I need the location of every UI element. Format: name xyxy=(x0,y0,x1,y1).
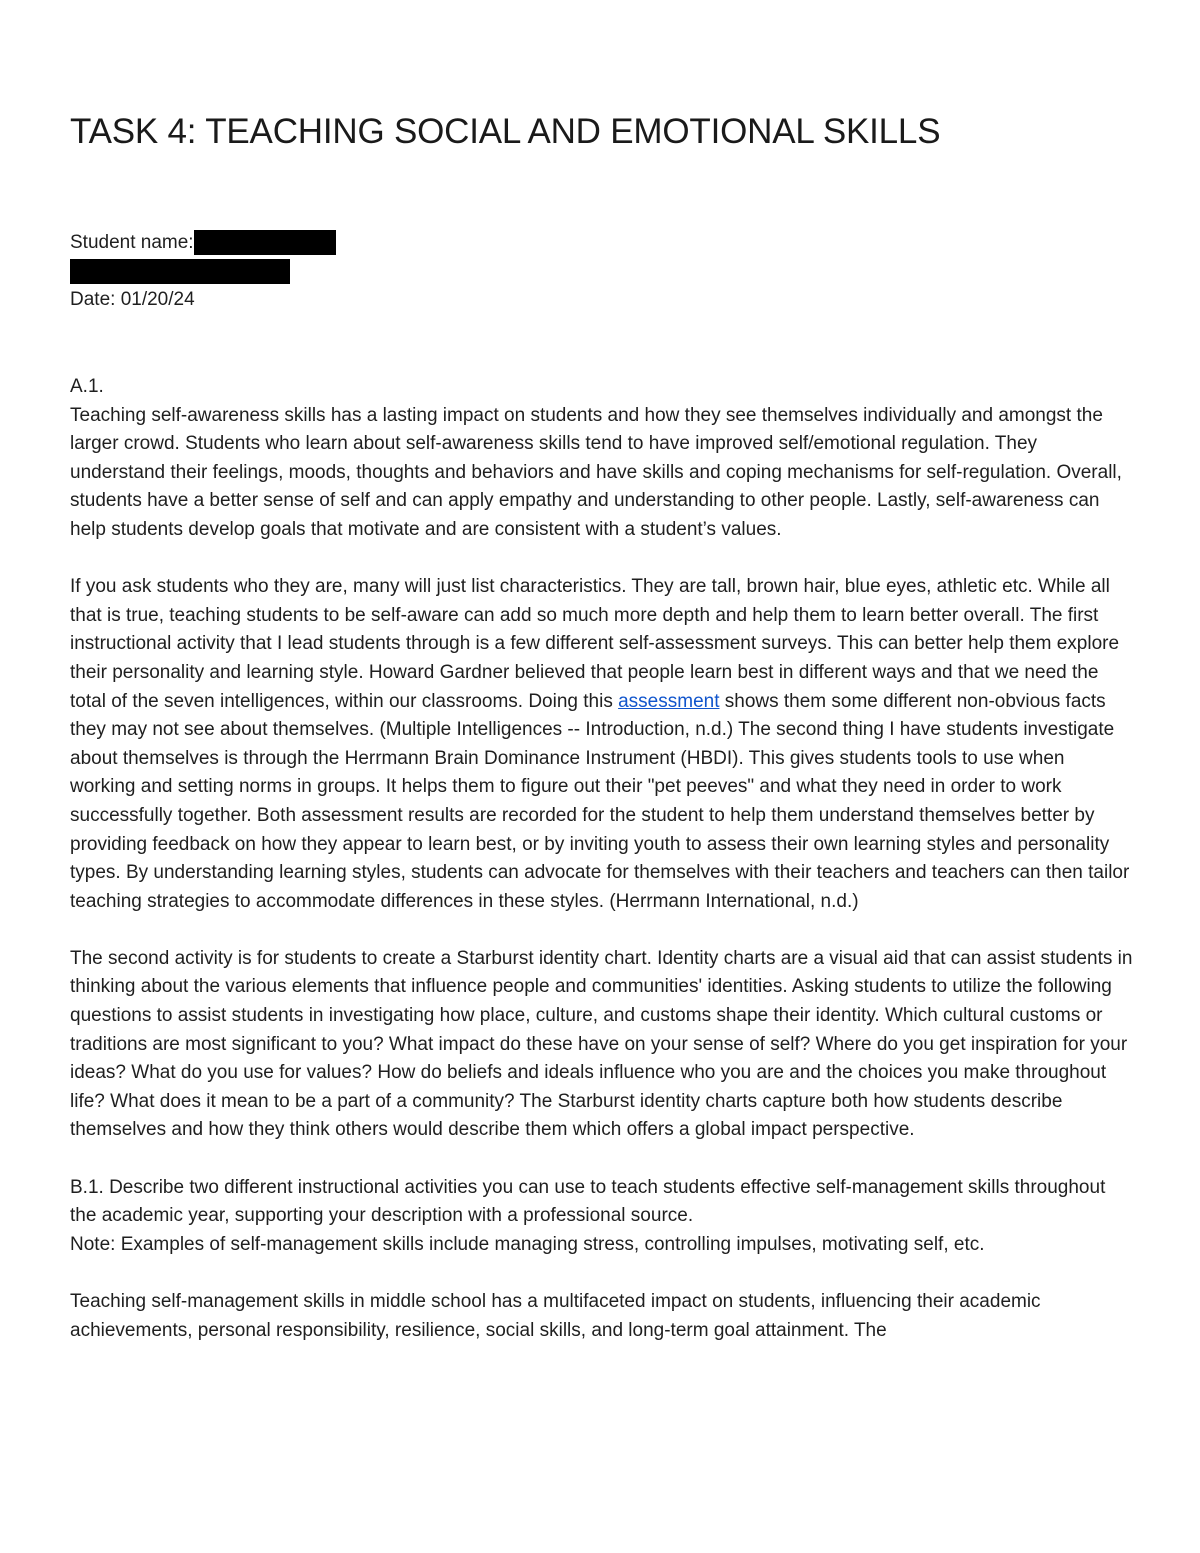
section-b1-prompt: B.1. Describe two different instructional activities you can use to teach students effective self-management skills throughout the academic year, supporting your description with a professional source. xyxy=(70,1176,1106,1227)
paragraph-gap xyxy=(70,916,1134,945)
document-title: TASK 4: TEACHING SOCIAL AND EMOTIONAL SKILLS xyxy=(70,112,941,151)
paragraph-starburst: The second activity is for students to create a Starburst identity chart. Identity charts are a visual aid that can assist students in thinking about the various elements that influence people and communities' identities. Asking students to utilize the following questions to assist students in investigating how place, culture, and customs shape their identity. Which cultural customs or traditions are most significant to you? What impact do these have on your sense of self? Where do you get inspiration for your ideas? What do you use for values? How do beliefs and ideals influence who you are and the choices you make throughout life? What does it mean to be a part of a community? The Starburst identity charts capture both how students describe themselves and how they think others would describe them which offers a global impact perspective. xyxy=(70,947,1133,1141)
paragraph-gap xyxy=(70,545,1134,574)
paragraph-b1: Teaching self-management skills in middle school has a multifaceted impact on students, influencing their academic achievements, personal responsibility, resilience, social skills, and long-term goal attainment. The xyxy=(70,1291,1041,1341)
assessment-link[interactable]: assessment xyxy=(618,690,720,712)
student-info xyxy=(70,229,336,315)
date-line: Date: 01/20/24 xyxy=(70,289,195,310)
paragraph-gap xyxy=(70,1145,1134,1174)
redacted-student-name xyxy=(194,230,336,255)
paragraph-self-assessment xyxy=(70,573,1134,916)
section-a1-heading: A.1. xyxy=(70,376,104,397)
paragraph-gap xyxy=(70,1259,1134,1288)
paragraph-a1: Teaching self-awareness skills has a lasting impact on students and how they see themselves individually and amongst the larger crowd. Students who learn about self-awareness skills tend to have improved self/emotional regulation. They understand their feelings, moods, thoughts and behaviors and have skills and coping mechanisms for self-regulation. Overall, students have a better sense of self and can apply empathy and understanding to other people. Lastly, self-awareness can help students develop goals that motivate and are consistent with a student’s values. xyxy=(70,404,1122,540)
paragraph-self-assessment-part1: If you ask students who they are, many will just list characteristics. They are tall, brown hair, blue eyes, athletic etc. While all that is true, teaching students to be self-aware can add so much more depth and help them to learn better overall. The first instructional activity that I lead students through is a few different self-assessment surveys. This can better help them explore their personality and learning style. Howard Gardner believed that people learn best in different ways and that we need the total of the seven intelligences, within our classrooms. Doing this xyxy=(70,576,1120,712)
redacted-line xyxy=(70,258,336,287)
paragraph-self-assessment-part2: shows them some different non-obvious facts they may not see about themselves. (Multiple Intelligences -- Introduction, n.d.) The second thing I have students investigate about themselves is through the Herrmann Brain Dominance Instrument (HBDI). This gives students tools to use when working and setting norms in groups. It helps them to figure out their "pet peeves" and what they need in order to work successfully together. Both assessment results are recorded for the student to help them understand themselves better by providing feedback on how they appear to learn best, or by inviting youth to assess their own learning styles and personality types. By understanding learning styles, students can advocate for themselves with their teachers and teachers can then tailor teaching strategies to accommodate differences in these styles. (Herrmann International, n.d.) xyxy=(70,690,1130,912)
document-body xyxy=(70,373,1134,1345)
student-name-label: Student name: xyxy=(70,232,194,253)
redacted-student-id xyxy=(70,259,290,284)
student-name-line xyxy=(70,229,336,258)
section-b1-note: Note: Examples of self-management skills include managing stress, controlling impulses, motivating self, etc. xyxy=(70,1233,985,1255)
